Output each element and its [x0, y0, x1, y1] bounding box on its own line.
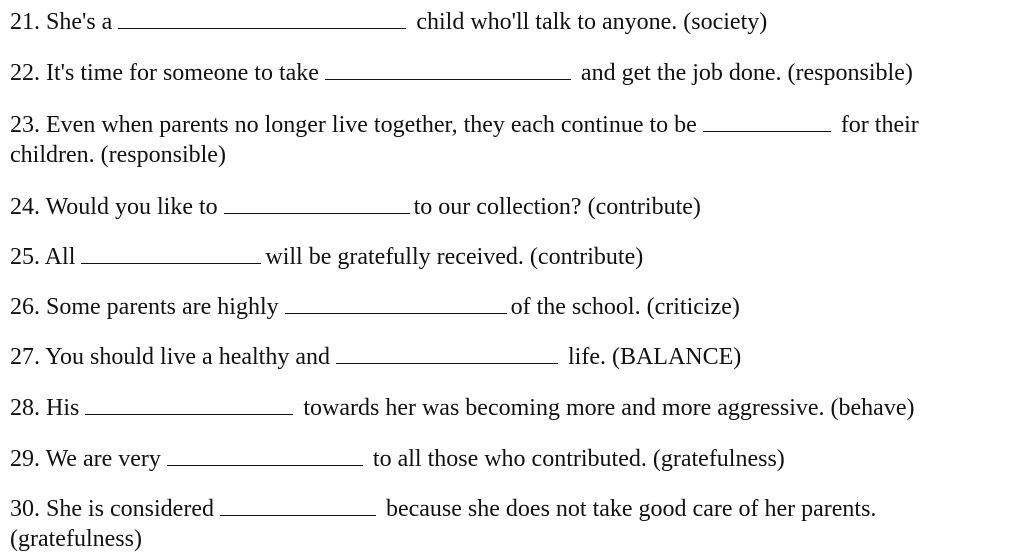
answer-blank[interactable]	[85, 392, 293, 415]
question-number: 29.	[10, 446, 40, 472]
word-hint: (responsible)	[787, 60, 913, 86]
question-number: 26.	[10, 294, 40, 320]
word-hint: (criticize)	[646, 294, 740, 320]
question-number: 27.	[10, 344, 40, 370]
question-text-after: of the school.	[510, 294, 641, 320]
question-text-before: She is considered	[46, 496, 214, 522]
question-text-after: child who'll talk to anyone.	[416, 9, 678, 35]
question-number: 24.	[10, 194, 40, 220]
question-number: 25.	[10, 244, 40, 270]
question-number: 30.	[10, 496, 40, 522]
question-text-after: to our collection?	[413, 194, 582, 220]
question-text-before: His	[46, 395, 80, 421]
question-text-after: to all those who contributed.	[372, 446, 647, 472]
question-text-before: It's time for someone to take	[46, 60, 319, 86]
question-24	[10, 191, 1008, 222]
question-29	[10, 443, 1008, 474]
question-30	[10, 493, 1008, 554]
question-text-before: All	[44, 244, 76, 270]
question-27	[10, 341, 1008, 372]
question-number: 28.	[10, 395, 40, 421]
question-text-after: towards her was becoming more and more aggressive.	[303, 395, 825, 421]
question-text-before: Even when parents no longer live together, they each continue to be	[46, 112, 697, 138]
answer-blank[interactable]	[167, 443, 363, 466]
question-26	[10, 291, 1008, 322]
question-28	[10, 392, 1008, 423]
answer-blank[interactable]	[224, 191, 410, 214]
word-hint: (responsible)	[100, 142, 226, 168]
question-text-before: We are very	[45, 446, 161, 472]
word-hint: (gratefulness)	[652, 446, 785, 472]
question-22	[10, 57, 1008, 88]
question-text-before: She's a	[46, 9, 113, 35]
answer-blank[interactable]	[118, 6, 406, 29]
answer-blank[interactable]	[325, 57, 571, 80]
answer-blank[interactable]	[336, 341, 558, 364]
question-text-after: will be gratefully received.	[265, 244, 524, 270]
answer-blank[interactable]	[703, 109, 831, 132]
question-number: 23.	[10, 112, 40, 138]
question-text-after: for their children.	[10, 112, 919, 168]
question-text-after: and get the job done.	[580, 60, 782, 86]
question-number: 21.	[10, 9, 40, 35]
answer-blank[interactable]	[220, 493, 376, 516]
question-number: 22.	[10, 60, 40, 86]
question-text-before: Would you like to	[45, 194, 218, 220]
word-hint: (contribute)	[587, 194, 701, 220]
question-text-before: Some parents are highly	[46, 294, 279, 320]
question-text-after: because she does not take good care of her parents.	[385, 496, 877, 522]
answer-blank[interactable]	[81, 241, 261, 264]
word-hint: (BALANCE)	[611, 344, 742, 370]
answer-blank[interactable]	[285, 291, 507, 314]
word-hint: (behave)	[830, 395, 915, 421]
question-23	[10, 109, 1008, 170]
word-hint: (contribute)	[529, 244, 644, 270]
question-21	[10, 6, 1008, 37]
question-text-before: You should live a healthy and	[45, 344, 330, 370]
question-25	[10, 241, 1008, 272]
question-text-after: life.	[567, 344, 606, 370]
word-hint: (society)	[683, 9, 768, 35]
word-hint: (gratefulness)	[10, 526, 142, 552]
